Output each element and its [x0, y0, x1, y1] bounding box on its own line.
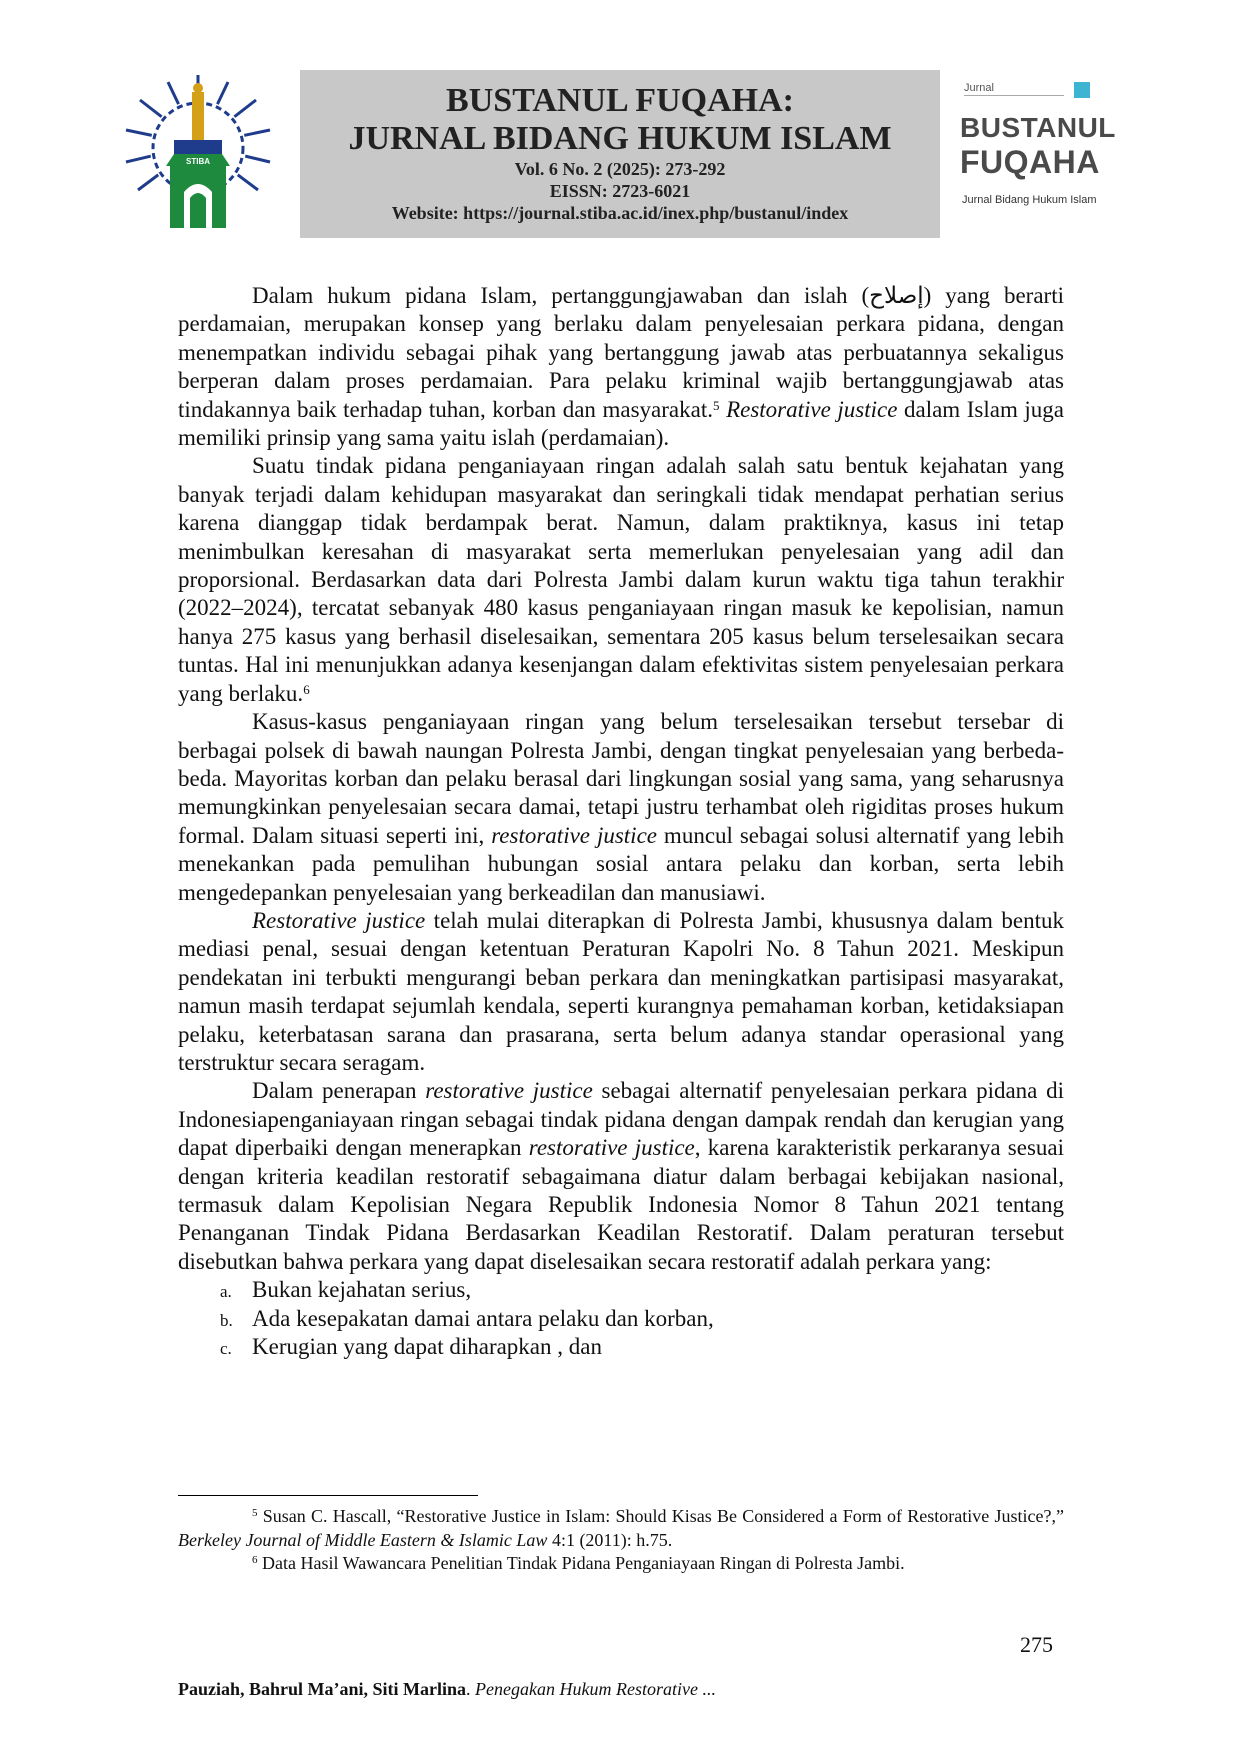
logo-divider: [964, 95, 1064, 96]
footer-title: Penegakan Hukum Restorative ...: [475, 1679, 716, 1699]
p5-text-c: , karena karakteristik perkaranya sesuai dengan kriteria keadilan restoratif sebagaimana diatur dalam berbagai kebijakan nasional, termasuk dalam Kepolisian Negara Republik Indonesia Nomor 8 Tahun 2021 tentang Penanganan Tindak Pidana Berdasarkan Keadilan Restoratif. Dalam peraturan tersebut disebutkan bahwa perkara yang dapat diselesaikan secara restoratif adalah perkara yang:: [178, 1135, 1064, 1274]
list-text: Bukan kejahatan serius,: [252, 1277, 472, 1303]
paragraph-1: [178, 282, 1064, 452]
fn5-text-b: 4:1 (2011): h.75.: [547, 1529, 673, 1550]
list-item: [178, 1305, 1064, 1333]
p5-italic-1: restorative justice: [425, 1078, 593, 1104]
footnote-ref-5[interactable]: 5: [712, 397, 720, 413]
list-text: Ada kesepakatan damai antara pelaku dan korban,: [252, 1305, 714, 1331]
paragraph-3: [178, 708, 1064, 907]
footnote-number: 5: [252, 1507, 258, 1519]
footnote-number: 6: [252, 1554, 258, 1566]
p3-text-a: Kasus-kasus penganiayaan ringan yang belum terselesaikan tersebut tersebar di berbagai polsek di bawah naungan Polresta Jambi, dengan tingkat penyelesaian yang berbeda-beda. Mayoritas korban dan pelaku berasal dari lingkungan sosial yang sama, yang seharusnya memungkinkan penyelesaian secara damai, tetapi justru terhambat oleh rigiditas proses hukum formal. Dalam situasi seperti ini,: [178, 709, 1064, 848]
fn5-journal-title: Berkeley Journal of Middle Eastern & Islamic Law: [178, 1529, 548, 1550]
journal-eissn: EISSN: 2723-6021: [549, 181, 691, 201]
p5-italic-2: restorative justice: [528, 1135, 695, 1161]
footnote-5: [178, 1505, 1064, 1552]
journal-title-line-2: JURNAL BIDANG HUKUM ISLAM: [348, 120, 892, 157]
running-footer: [178, 1679, 716, 1700]
footnote-separator: [178, 1495, 478, 1496]
list-marker: a.: [220, 1282, 232, 1302]
list-item: [178, 1276, 1064, 1304]
p4-text: telah mulai diterapkan di Polresta Jambi, khususnya dalam bentuk mediasi penal, sesuai dengan ketentuan Peraturan Kapolri No. 8 Tahun 2021. Meskipun pendekatan ini terbukti mengurangi beban perkara dan meningkatkan partisipasi masyarakat, namun masih terdapat sejumlah kendala, seperti kurangnya pemahaman korban, ketidaksiapan pelaku, keterbatasan sarana dan prasarana, serta belum adanya standar operasional yang terstruktur secara seragam.: [178, 907, 1064, 1075]
page-number: 275: [1020, 1632, 1053, 1657]
logo-word-2: FUQAHA: [960, 144, 1100, 180]
logo-small-label: Jurnal: [964, 82, 994, 94]
paragraph-4: [178, 907, 1064, 1077]
list-text: Kerugian yang dapat diharapkan , dan: [252, 1334, 602, 1359]
journal-logo-right: [960, 76, 1120, 216]
journal-header: [300, 70, 940, 238]
logo-accent-square: [1074, 82, 1090, 98]
p1-text-c: dalam Islam juga memiliki prinsip yang sama yaitu islah (perdamaian).: [178, 396, 1065, 451]
p3-italic: restorative justice: [491, 822, 657, 848]
p1-italic: Restorative justice: [726, 396, 898, 422]
paragraph-2: [178, 452, 1064, 708]
list-marker: b.: [220, 1310, 233, 1330]
footer-authors: Pauziah, Bahrul Ma’ani, Siti Marlina: [178, 1679, 467, 1699]
p1-text-b: ) yang berarti perdamaian, merupakan konsep yang berlaku dalam penyelesaian perkara pidana, dengan menempatkan individu sebagai pihak yang bertanggung jawab atas perbuatannya sekaligus berperan dalam proses perdamaian. Para pelaku kriminal wajib bertanggungjawab atas tindakannya baik terhadap tuhan, korban dan masyarakat.: [178, 283, 1064, 422]
footnote-ref-6[interactable]: 6: [303, 681, 310, 697]
footnotes: [178, 1505, 1064, 1576]
list-item: [178, 1333, 1064, 1361]
logo-word-1: BUSTANUL: [960, 112, 1116, 143]
logo-subtitle: Jurnal Bidang Hukum Islam: [962, 194, 1097, 206]
journal-logo-left: [118, 70, 278, 235]
journal-title-line-1: BUSTANUL FUQAHA:: [446, 82, 794, 119]
p3-text-b: muncul sebagai solusi alternatif yang lebih menekankan pada pemulihan hubungan sosial antara pelaku dan korban, serta lebih mengedepankan penyelesaian yang berkeadilan dan manusiawi.: [178, 822, 1064, 905]
list-marker: c.: [220, 1339, 232, 1358]
fn6-text: Data Hasil Wawancara Penelitian Tindak Pidana Penganiayaan Ringan di Polresta Jambi.: [257, 1553, 905, 1573]
arabic-term: إصلاح: [869, 283, 924, 308]
p2-text: Suatu tindak pidana penganiayaan ringan adalah salah satu bentuk kejahatan yang banyak terjadi dalam kehidupan masyarakat dan seringkali tidak mendapat perhatian serius karena dianggap tidak berdampak berat. Namun, dalam praktiknya, kasus ini tetap menimbulkan keresahan di masyarakat serta memerlukan penyelesaian yang adil dan proporsional. Berdasarkan data dari Polresta Jambi dalam kurun waktu tiga tahun terakhir (2022–2024), tercatat sebanyak 480 kasus penganiayaan ringan masuk ke kepolisian, namun hanya 275 kasus yang berhasil diselesaikan, sementara 205 kasus belum terselesaikan secara tuntas. Hal ini menunjukkan adanya kesenjangan dalam efektivitas sistem penyelesaian perkara yang berlaku.: [178, 453, 1064, 706]
fn5-text-a: Susan C. Hascall, “Restorative Justice in Islam: Should Kisas Be Considered a Form of Restorative Justice?,”: [257, 1506, 1064, 1526]
article-body: [178, 282, 1064, 1361]
logo-caption: STIBA: [186, 157, 210, 166]
p4-italic: Restorative justice: [252, 907, 426, 933]
p1-text-a: Dalam hukum pidana Islam, pertanggungjawaban dan islah (: [252, 283, 870, 308]
paragraph-5: [178, 1077, 1064, 1276]
footer-separator: .: [466, 1679, 476, 1699]
journal-website: Website: https://journal.stiba.ac.id/inex.php/bustanul/index: [391, 203, 849, 223]
journal-volume: Vol. 6 No. 2 (2025): 273-292: [514, 159, 726, 179]
p5-text-a: Dalam penerapan: [252, 1078, 426, 1104]
footnote-6: [178, 1552, 1064, 1576]
p5-text-b: sebagai alternatif penyelesaian perkara pidana di Indonesiapenganiayaan ringan sebagai tindak pidana dengan dampak rendah dan kerugian yang dapat diperbaiki dengan menerapkan: [178, 1078, 1064, 1161]
